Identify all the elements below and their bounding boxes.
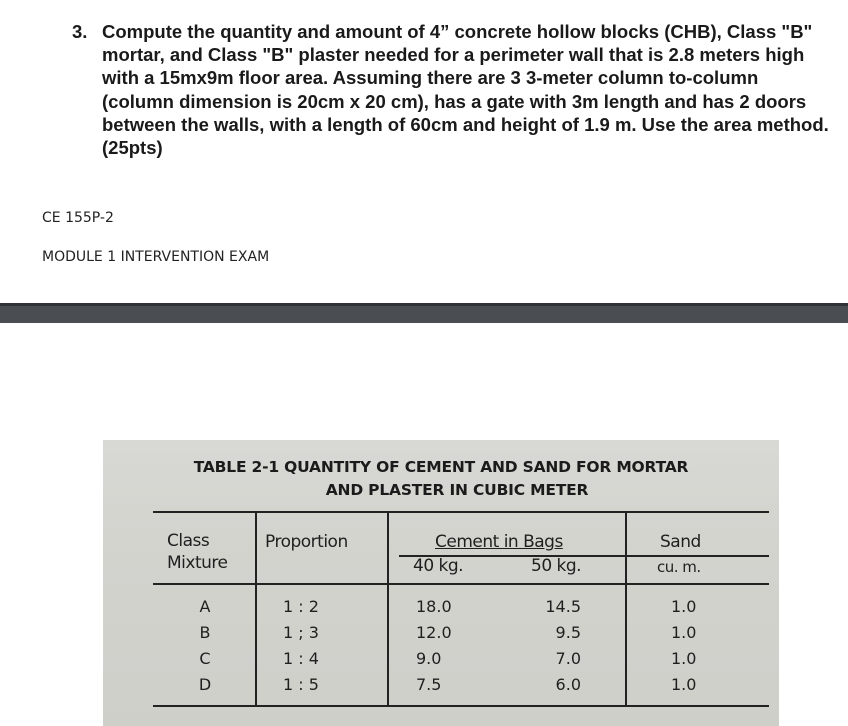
table-cell-cement-50: 7.0 [555, 649, 581, 668]
table-cell-cement-40: 12.0 [416, 623, 452, 642]
table-cell-cement-40: 9.0 [416, 649, 442, 668]
col-divider-class [255, 511, 257, 705]
question-text: Compute the quantity and amount of 4” concrete hollow blocks (CHB), Class "B" mortar, and Class "B" plaster needed for a perimeter wall that is 2.8 meters high with a 15mx9m floor area. Assuming there are 3 3-meter column to-column (column dimension is 20cm x 20 cm), has a gate with 3m length and has 2 doors between the walls, with a length of 60cm and height of 1.9 m. Use the area method. (25pts) [102, 21, 829, 159]
header-sand-unit: cu. m. [657, 558, 701, 576]
table-title [103, 456, 779, 502]
header-bottom-rule [153, 583, 769, 585]
column-sand [671, 594, 696, 698]
table-cell-sand: 1.0 [671, 649, 697, 668]
column-cement-40 [416, 594, 452, 698]
header-proportion: Proportion [265, 532, 348, 552]
course-code: CE 155P-2 [42, 210, 114, 226]
header-class-line-2: Mixture [167, 553, 228, 573]
header-class-line-1: Class [167, 531, 210, 551]
table-cell-class: B [199, 623, 211, 642]
header-class [167, 530, 227, 574]
table-cell-cement-40: 18.0 [416, 597, 452, 616]
table-cell-proportion: 1 : 5 [283, 675, 319, 694]
table-cell-proportion: 1 ; 3 [283, 623, 319, 642]
col-divider-cement [625, 511, 627, 705]
table-top-rule [153, 511, 769, 513]
table-cell-sand: 1.0 [671, 623, 697, 642]
column-class [195, 594, 215, 698]
table-cell-proportion: 1 : 2 [283, 597, 319, 616]
section-divider [0, 303, 848, 323]
table-cell-class: D [198, 675, 212, 694]
header-cement-40: 40 kg. [413, 556, 464, 576]
question-block [72, 20, 832, 159]
table-cell-cement-40: 7.5 [416, 675, 442, 694]
exam-title: MODULE 1 INTERVENTION EXAM [42, 249, 270, 265]
col-divider-proportion [387, 511, 389, 705]
header-cement: Cement in Bags [435, 532, 563, 552]
table-cell-class: C [199, 649, 211, 668]
column-cement-50 [539, 594, 581, 698]
table-cell-sand: 1.0 [671, 675, 697, 694]
header-sand: Sand [660, 532, 701, 552]
column-proportion [283, 594, 319, 698]
table-cell-proportion: 1 : 4 [283, 649, 319, 668]
sand-subheader-rule [627, 555, 769, 557]
table-cell-sand: 1.0 [671, 597, 697, 616]
table-bottom-rule [153, 705, 769, 707]
table-cell-class: A [199, 597, 211, 616]
table-cell-cement-50: 6.0 [555, 675, 581, 694]
question-number: 3. [72, 21, 88, 42]
table-title-line-2: AND PLASTER IN CUBIC METER [325, 481, 589, 499]
table-photo [103, 440, 779, 726]
table-cell-cement-50: 14.5 [545, 597, 581, 616]
table-cell-cement-50: 9.5 [555, 623, 581, 642]
table-title-line-1: TABLE 2-1 QUANTITY OF CEMENT AND SAND FOR MORTAR [193, 458, 689, 476]
header-cement-50: 50 kg. [531, 556, 582, 576]
